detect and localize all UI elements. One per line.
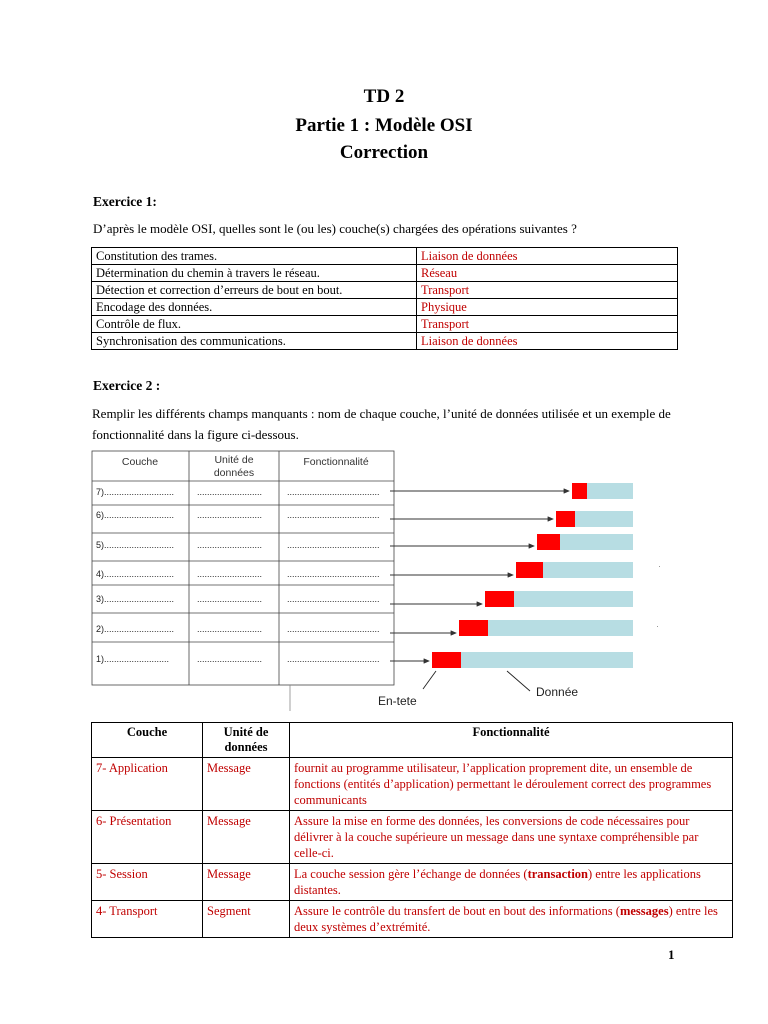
- table-row: [92, 758, 733, 811]
- operation-cell: Encodage des données.: [92, 299, 417, 316]
- figure-row-7-fonction: .....................................: [287, 487, 380, 497]
- figure-col-couche: Couche: [121, 456, 159, 468]
- layer-answer-cell: Liaison de données: [417, 333, 678, 350]
- figure-row-3-couche: 3)............................: [96, 594, 175, 604]
- figure-row-6-fonction: .....................................: [287, 510, 380, 520]
- stray-mark: ·: [656, 621, 659, 631]
- layer-answer-cell: Liaison de données: [417, 248, 678, 265]
- data-pointer: [507, 671, 530, 691]
- figure-row-2-fonction: .....................................: [287, 624, 380, 634]
- header-pointer: [423, 671, 436, 689]
- table-row: [92, 811, 733, 864]
- unite-cell: Message: [203, 758, 290, 811]
- figure-row-2-unite: ..........................: [197, 624, 263, 634]
- label-en-tete: En-tete: [378, 694, 417, 708]
- operation-cell: Contrôle de flux.: [92, 316, 417, 333]
- figure-row-3-fonction: .....................................: [287, 594, 380, 604]
- table-header-row: [92, 723, 733, 758]
- figure-row-5-fonction: .....................................: [287, 540, 380, 550]
- exercise2-instruction: Remplir les différents champs manquants : nom de chaque couche, l’unité de données utilisée et un exemple de fonctionnalité dans la figure ci-dessous.: [92, 406, 671, 442]
- figure-row-7-couche: 7)............................: [96, 487, 175, 497]
- table-row: [92, 299, 678, 316]
- page-subtitle-correction: Correction: [339, 142, 429, 163]
- figure-row-1-unite: ..........................: [197, 654, 263, 664]
- figure-row-6-unite: ..........................: [197, 510, 263, 520]
- exercise2-heading: Exercice 2 :: [93, 378, 161, 393]
- osi-encapsulation-figure: [90, 449, 680, 711]
- col-header-unite: Unité de données: [203, 723, 290, 758]
- figure-col-unite-2: données: [213, 467, 255, 479]
- couche-cell: 5- Session: [92, 864, 203, 901]
- stray-mark: ·: [658, 561, 661, 571]
- exercise1-table: [91, 247, 678, 350]
- fonction-text: ) entre les deux systèmes d’extrémité.: [294, 904, 718, 934]
- figure-col-fonction: Fonctionnalité: [303, 456, 369, 468]
- operation-cell: Constitution des trames.: [92, 248, 417, 265]
- page-number: 1: [668, 947, 675, 962]
- pdu-7: [572, 483, 633, 499]
- page-title: TD 2: [363, 86, 405, 107]
- exercise1-question: D’après le modèle OSI, quelles sont le (ou les) couche(s) chargées des opérations suivantes ?: [93, 221, 577, 236]
- unite-cell: Segment: [203, 901, 290, 938]
- figure-row-4-fonction: .....................................: [287, 569, 380, 579]
- layer-answer-cell: Réseau: [417, 265, 678, 282]
- table-row: [92, 316, 678, 333]
- couche-cell: 4- Transport: [92, 901, 203, 938]
- figure-row-1-couche: 1)..........................: [96, 654, 170, 664]
- fonction-text: Assure le contrôle du transfert de bout en bout des informations (: [294, 904, 620, 918]
- pdu-2: [459, 620, 633, 636]
- figure-row-1-fonction: .....................................: [287, 654, 380, 664]
- pdu-4: [516, 562, 633, 578]
- layer-answer-cell: Transport: [417, 282, 678, 299]
- exercise2-answer-table: [91, 722, 733, 938]
- table-row: [92, 282, 678, 299]
- operation-cell: Synchronisation des communications.: [92, 333, 417, 350]
- fonction-text: La couche session gère l’échange de données (: [294, 867, 528, 881]
- unite-cell: Message: [203, 864, 290, 901]
- pdu-3: [485, 591, 633, 607]
- fonction-cell: fournit au programme utilisateur, l’application proprement dite, un ensemble de fonctions (entités d’application) permettant le déroulement correct des programmes communicants: [290, 758, 733, 811]
- pdu-6: [556, 511, 633, 527]
- figure-row-2-couche: 2)............................: [96, 624, 175, 634]
- figure-row-3-unite: ..........................: [197, 594, 263, 604]
- table-row: [92, 248, 678, 265]
- layer-answer-cell: Physique: [417, 299, 678, 316]
- operation-cell: Détection et correction d’erreurs de bout en bout.: [92, 282, 417, 299]
- couche-cell: 6- Présentation: [92, 811, 203, 864]
- fonction-cell: [290, 901, 733, 938]
- table-row: [92, 864, 733, 901]
- figure-row-5-unite: ..........................: [197, 540, 263, 550]
- figure-row-7-unite: ..........................: [197, 487, 263, 497]
- page-subtitle: Partie 1 : Modèle OSI: [295, 115, 473, 136]
- exercise1-heading: Exercice 1:: [93, 194, 157, 209]
- figure-row-5-couche: 5)............................: [96, 540, 175, 550]
- fonction-keyword: transaction: [527, 867, 588, 881]
- table-row: [92, 333, 678, 350]
- table-row: [92, 265, 678, 282]
- fonction-keyword: messages: [619, 904, 669, 918]
- figure-row-4-couche: 4)............................: [96, 569, 175, 579]
- fonction-cell: Assure la mise en forme des données, les conversions de code nécessaires pour délivrer à la couche supérieure un message dans une syntaxe compréhensible par celle-ci.: [290, 811, 733, 864]
- table-row: [92, 901, 733, 938]
- figure-row-6-couche: 6)............................: [96, 510, 175, 520]
- unite-cell: Message: [203, 811, 290, 864]
- figure-col-unite-1: Unité de: [214, 454, 254, 466]
- pdu-5: [537, 534, 633, 550]
- fonction-text: ) entre les applications distantes.: [294, 867, 701, 897]
- couche-cell: 7- Application: [92, 758, 203, 811]
- operation-cell: Détermination du chemin à travers le réseau.: [92, 265, 417, 282]
- pdu-1: [432, 652, 633, 668]
- figure-row-4-unite: ..........................: [197, 569, 263, 579]
- col-header-couche: Couche: [92, 723, 203, 758]
- layer-answer-cell: Transport: [417, 316, 678, 333]
- fonction-cell: [290, 864, 733, 901]
- col-header-fonction: Fonctionnalité: [290, 723, 733, 758]
- label-donnee: Donnée: [536, 685, 579, 699]
